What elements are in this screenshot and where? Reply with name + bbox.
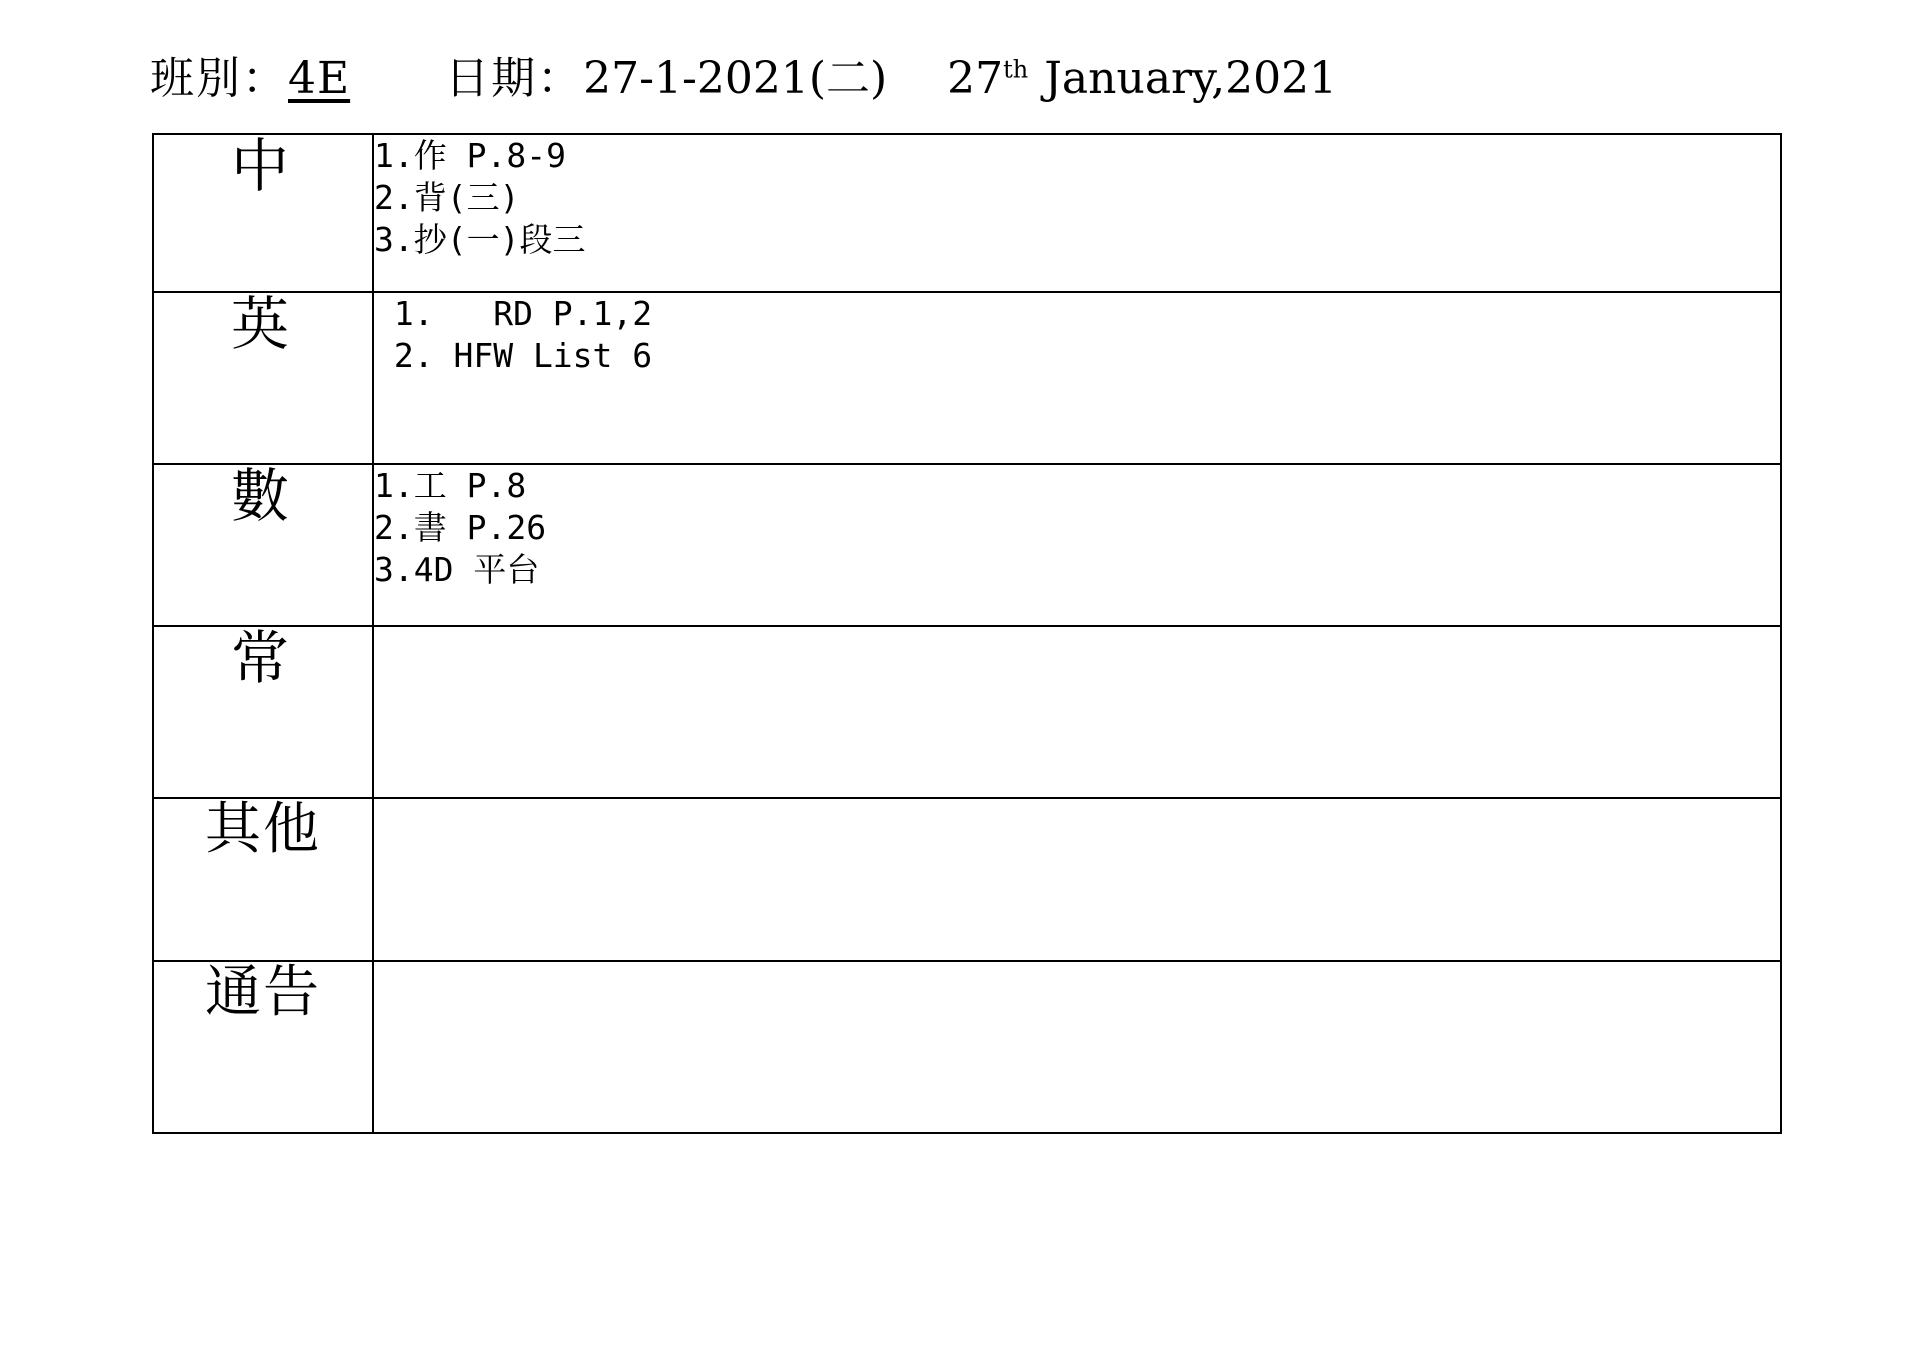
homework-table — [152, 133, 1782, 1134]
subject-mathematics: 數 — [153, 464, 373, 626]
list-item: 1. RD P.1,2 — [374, 294, 653, 333]
class-label: 班別： — [150, 53, 288, 104]
table-row — [153, 464, 1781, 626]
date-value-english — [947, 53, 1337, 104]
table-row — [153, 292, 1781, 464]
date-english-ordinal-suffix: th — [1003, 55, 1029, 84]
header-line — [150, 0, 1920, 106]
subject-others: 其他 — [153, 798, 373, 961]
subject-notices: 通告 — [153, 961, 373, 1133]
content-general-studies — [373, 626, 1781, 798]
list-item: 3.4D 平台 — [374, 550, 540, 590]
class-value: 4E — [288, 53, 351, 104]
subject-general-studies: 常 — [153, 626, 373, 798]
list-item: 3.抄(一)段三 — [374, 220, 586, 260]
content-notices — [373, 961, 1781, 1133]
list-item: 2. HFW List 6 — [374, 336, 653, 376]
date-english-day: 27 — [947, 53, 1004, 104]
list-item: 1.作 P.8-9 — [374, 136, 566, 175]
list-item: 1.工 P.8 — [374, 466, 527, 505]
content-others — [373, 798, 1781, 961]
list-item: 2.書 P.26 — [374, 508, 547, 548]
table-row — [153, 626, 1781, 798]
content-chinese — [373, 134, 1781, 292]
table-row — [153, 961, 1781, 1133]
table-row — [153, 134, 1781, 292]
content-english — [373, 292, 1781, 464]
table-row — [153, 798, 1781, 961]
list-item: 2.背(三) — [374, 178, 520, 218]
date-label: 日期： — [445, 53, 584, 104]
subject-chinese: 中 — [153, 134, 373, 292]
date-value-chinese: 27-1-2021(二) — [583, 53, 888, 104]
content-mathematics — [373, 464, 1781, 626]
date-english-month-year: January,2021 — [1044, 53, 1338, 104]
subject-english: 英 — [153, 292, 373, 464]
